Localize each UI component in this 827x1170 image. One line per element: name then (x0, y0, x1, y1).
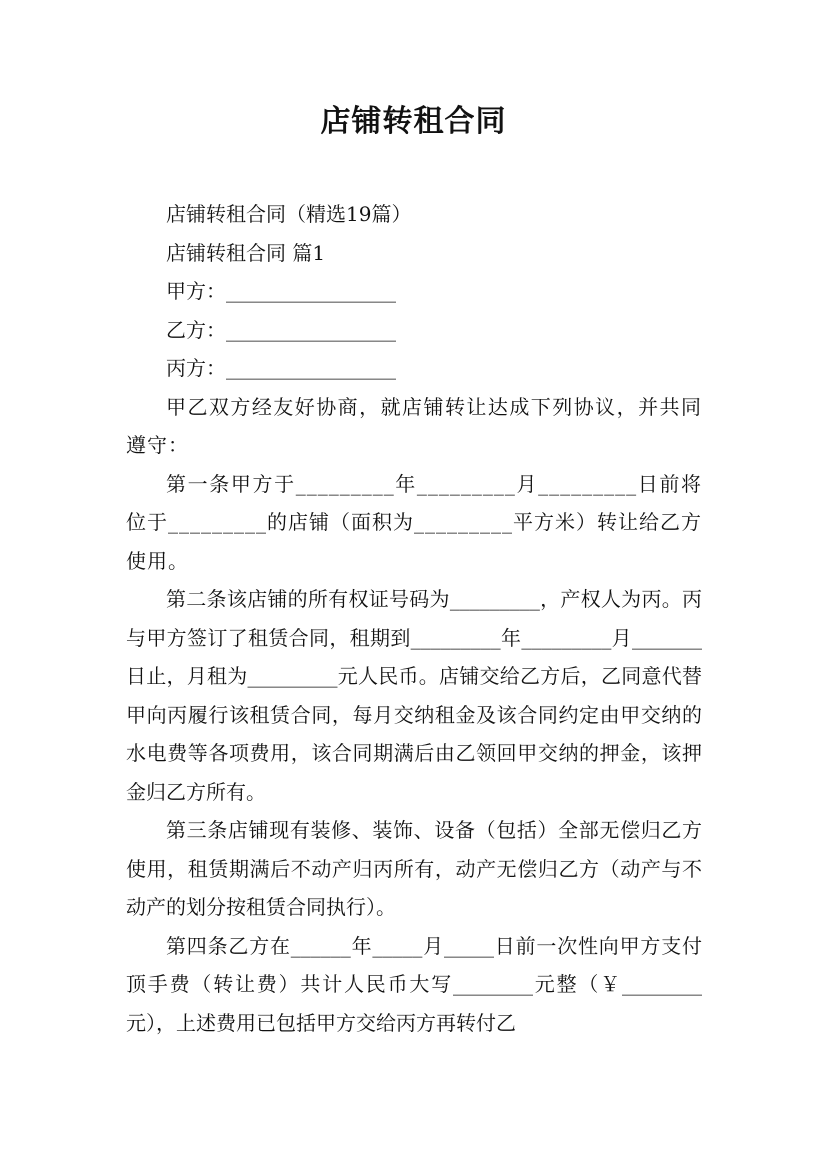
document-title: 店铺转租合同 (320, 104, 507, 139)
article-1-paragraph: 第一条甲方于_________年_________月_________日前将位于_________的店铺（面积为_________平方米）转让给乙方使用。 (126, 471, 702, 573)
article-2-paragraph: 第二条该店铺的所有权证号码为_________，产权人为丙。丙与甲方签订了租赁合同，租期到_________年_________月_______日止，月租为_________元人民币。店铺交给乙方后，乙同意代替甲向丙履行该租赁合同，每月交纳租金及该合同约定由甲交纳的水电费等各项费用，该合同期满后由乙领回甲交纳的押金，该押金归乙方所有。 (126, 587, 702, 804)
article-3-paragraph: 第三条店铺现有装修、装饰、设备（包括）全部无偿归乙方使用，租赁期满后不动产归丙所有，动产无偿归乙方（动产与不动产的划分按租赁合同执行）。 (126, 818, 702, 919)
preamble-paragraph: 甲乙双方经友好协商，就店铺转让达成下列协议，并共同遵守： (126, 394, 702, 457)
article-4-paragraph: 第四条乙方在______年_____月_____日前一次性向甲方支付顶手费（转让费）共计人民币大写________元整（￥________元），上述费用已包括甲方交给丙方再转付乙 (126, 933, 702, 1035)
party-b-line: 乙方：_________________ (166, 317, 396, 342)
party-c-line: 丙方：_________________ (166, 356, 396, 380)
section-heading: 店铺转租合同 篇1 (166, 240, 326, 265)
party-a-line: 甲方：_________________ (166, 279, 396, 303)
document-body (126, 195, 702, 1042)
subtitle-line: 店铺转租合同（精选19篇） (166, 202, 412, 226)
